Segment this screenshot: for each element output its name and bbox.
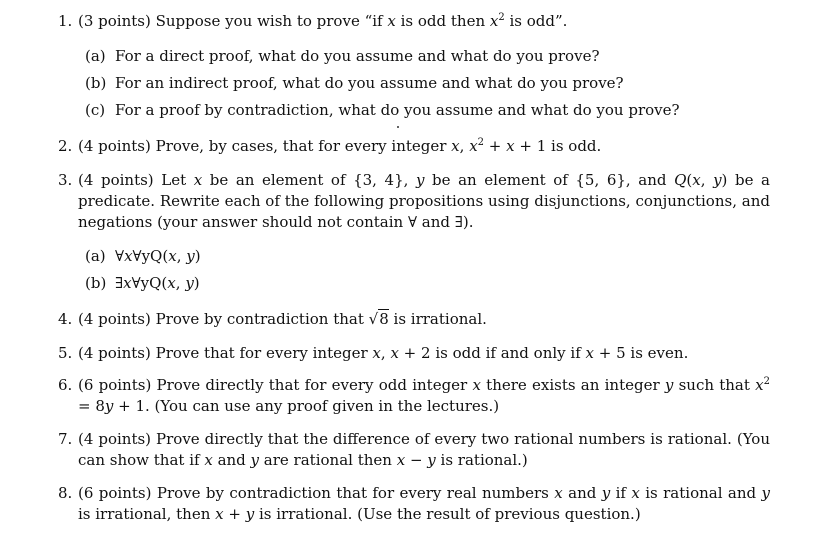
part-text: For a direct proof, what do you assume and what do you prove? — [115, 47, 600, 65]
question-statement: Prove directly that for every odd integer x there exists an integer y such that $x^2 = 8y + 1$. (You can use any proof given in the lectures.) — [78, 376, 770, 415]
question-number: 4. — [58, 310, 73, 328]
part-text: ∃x∀yQ(x, y) — [115, 274, 200, 292]
question-number: 3. — [58, 171, 73, 189]
question-points: (4 points) — [78, 137, 151, 155]
question-statement: Prove by contradiction that for every real numbers x and y if x is rational and y is irrational, then x + y is irrational. (Use the result of previous question.) — [78, 484, 770, 523]
question-number: 7. — [58, 430, 73, 448]
question-points: (4 points) — [78, 171, 154, 189]
question-points: (4 points) — [78, 310, 151, 328]
question-text — [78, 483, 770, 525]
question-statement: Let x be an element of {3, 4}, y be an element of {5, 6}, and Q(x, y) be a predicate. Rewrite each of the following propositions using disjunctions, conjunctions, and negations (your answer should not contain ∀ and ∃). — [78, 171, 770, 231]
question-1-part-a — [85, 46, 785, 67]
question-5 — [58, 343, 770, 364]
question-8 — [58, 483, 770, 525]
question-number: 6. — [58, 376, 73, 394]
question-number: 1. — [58, 12, 73, 30]
question-3-part-b — [85, 273, 785, 294]
part-label: (a) — [85, 47, 106, 65]
question-6 — [58, 375, 770, 417]
question-number: 5. — [58, 344, 73, 362]
part-label: (b) — [85, 74, 107, 92]
question-3 — [58, 170, 770, 233]
question-statement: Prove by contradiction that √8 is irrational. — [155, 310, 487, 328]
question-statement: Prove, by cases, that for every integer x, $x^2 + x + 1$ is odd. — [155, 137, 602, 155]
question-points: (4 points) — [78, 430, 152, 448]
question-text — [78, 170, 770, 233]
part-label: (c) — [85, 101, 106, 119]
question-text — [78, 429, 770, 471]
question-text — [78, 375, 770, 417]
question-number: 2. — [58, 137, 73, 155]
part-label: (b) — [85, 274, 107, 292]
question-text — [78, 136, 770, 157]
part-text: For an indirect proof, what do you assume and what do you prove? — [115, 74, 624, 92]
question-statement: Prove directly that the difference of every two rational numbers is rational. (You can show that if x and y are rational then x − y is rational.) — [78, 430, 770, 469]
question-2 — [58, 136, 770, 157]
question-statement: Prove that for every integer x, x + 2 is odd if and only if x + 5 is even. — [155, 344, 689, 362]
question-number: 8. — [58, 484, 73, 502]
question-7 — [58, 429, 770, 471]
question-1-part-c — [85, 100, 785, 121]
question-text — [78, 343, 770, 364]
part-label: (a) — [85, 247, 106, 265]
question-4 — [58, 309, 770, 330]
part-text: For a proof by contradiction, what do you assume and what do you prove? — [115, 101, 680, 119]
question-1-part-b — [85, 73, 785, 94]
question-points: (4 points) — [78, 344, 151, 362]
question-points: (6 points) — [78, 376, 152, 394]
question-3-part-a — [85, 246, 785, 267]
question-points: (6 points) — [78, 484, 152, 502]
question-points: (3 points) — [78, 12, 151, 30]
question-1 — [58, 11, 770, 32]
question-statement: Suppose you wish to prove “if x is odd then $x^2$ is odd”. — [155, 12, 568, 30]
question-text — [78, 11, 770, 32]
part-text: ∀x∀yQ(x, y) — [115, 247, 201, 265]
question-text — [78, 309, 770, 330]
stray-dot — [397, 126, 399, 128]
